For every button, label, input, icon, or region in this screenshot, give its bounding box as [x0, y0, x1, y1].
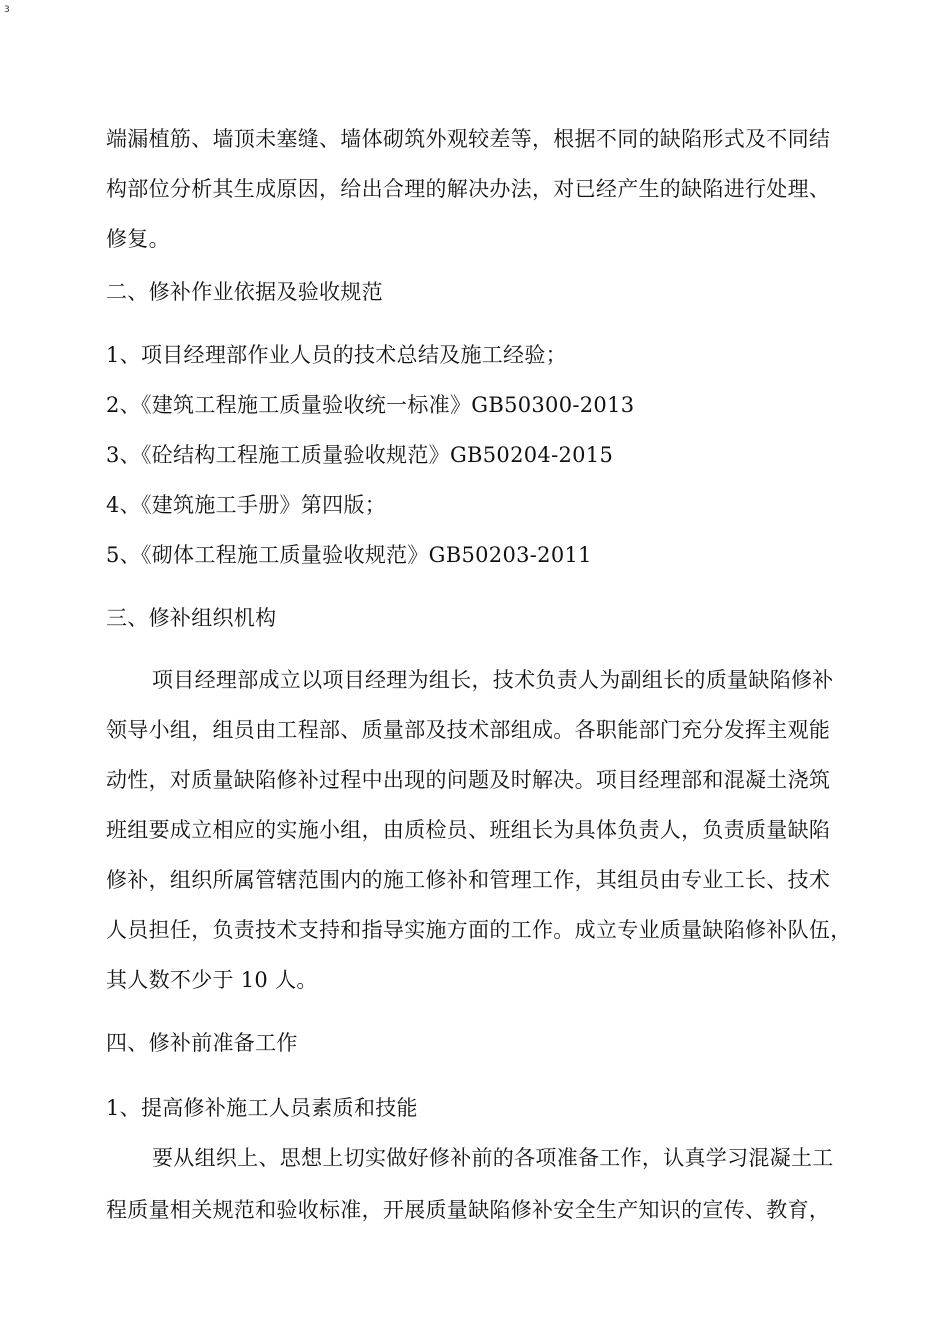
standards-list [106, 330, 886, 580]
paragraph-line: 修补，组织所属管辖范围内的施工修补和管理工作，其组员由专业工长、技术 [106, 868, 831, 892]
intro-line: 构部位分析其生成原因，给出合理的解决办法，对已经产生的缺陷进行处理、 [106, 177, 831, 201]
paragraph-line: 要从组织上、思想上切实做好修补前的各项准备工作，认真学习混凝土工 [152, 1146, 834, 1170]
paragraph-line: 程质量相关规范和验收标准，开展质量缺陷修补安全生产知识的宣传、教育， [106, 1198, 831, 1222]
paragraph-line: 领导小组，组员由工程部、质量部及技术部组成。各职能部门充分发挥主观能 [106, 718, 831, 742]
paragraph-line: 动性，对质量缺陷修补过程中出现的问题及时解决。项目经理部和混凝土浇筑 [106, 768, 831, 792]
intro-line: 端漏植筋、墙顶未塞缝、墙体砌筑外观较差等，根据不同的缺陷形式及不同结 [106, 127, 831, 151]
intro-paragraph [106, 114, 886, 264]
subheading-training: 1、提高修补施工人员素质和技能 [106, 1096, 418, 1120]
section-heading-organization: 三、修补组织机构 [106, 606, 277, 630]
list-item: 4、《建筑施工手册》第四版； [106, 493, 387, 517]
preparation-paragraph [106, 1132, 886, 1236]
paragraph-line: 班组要成立相应的实施小组，由质检员、班组长为具体负责人，负责质量缺陷 [106, 818, 831, 842]
paragraph-line: 项目经理部成立以项目经理为组长，技术负责人为副组长的质量缺陷修补 [152, 668, 834, 692]
list-item: 3、《砼结构工程施工质量验收规范》GB50204-2015 [106, 443, 614, 467]
list-item: 1、项目经理部作业人员的技术总结及施工经验； [106, 343, 567, 367]
list-item: 5、《砌体工程施工质量验收规范》GB50203-2011 [106, 543, 592, 567]
organization-paragraph [106, 655, 886, 1005]
section-heading-basis: 二、修补作业依据及验收规范 [106, 280, 383, 304]
section-heading-preparation: 四、修补前准备工作 [106, 1031, 298, 1055]
paragraph-line: 人员担任，负责技术支持和指导实施方面的工作。成立专业质量缺陷修补队伍， [106, 918, 852, 942]
page-number: 3 [4, 5, 10, 15]
paragraph-line: 其人数不少于 10 人。 [106, 968, 318, 992]
list-item: 2、《建筑工程施工质量验收统一标准》GB50300-2013 [106, 393, 635, 417]
intro-line: 修复。 [106, 227, 170, 251]
